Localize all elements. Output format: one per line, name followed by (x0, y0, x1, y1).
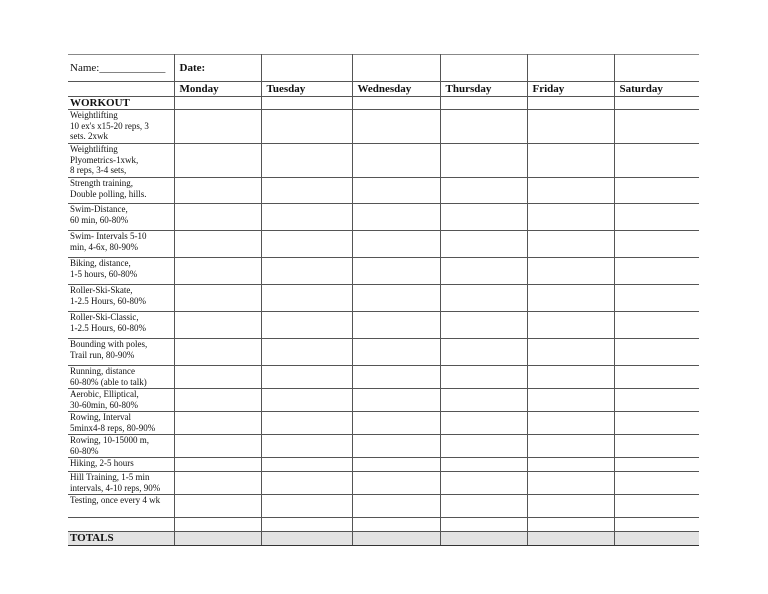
workout-label-line: 60-80% (able to talk) (70, 376, 147, 387)
workout-row (68, 258, 699, 285)
blank-cell (352, 97, 440, 110)
entry-cell-tuesday[interactable] (261, 285, 352, 312)
workout-row (68, 285, 699, 312)
workout-label-line: 1-2.5 Hours, 60-80% (70, 322, 146, 333)
entry-cell-thursday[interactable] (440, 258, 527, 285)
entry-cell-saturday[interactable] (614, 204, 699, 231)
workout-label (68, 204, 174, 231)
entry-cell-wednesday[interactable] (352, 258, 440, 285)
workout-label-line: Running, distance (70, 366, 135, 376)
workout-label (68, 412, 174, 435)
entry-cell-tuesday[interactable] (261, 178, 352, 204)
entry-cell-thursday[interactable] (440, 285, 527, 312)
name-field[interactable]: Name:____________ (68, 55, 174, 82)
workout-label-line: Roller-Ski-Classic, (70, 312, 139, 322)
workout-row (68, 366, 699, 389)
entry-cell-monday[interactable] (174, 495, 261, 518)
workout-label (68, 231, 174, 258)
workout-label (68, 144, 174, 178)
entry-cell-monday[interactable] (174, 178, 261, 204)
total-cell-wednesday[interactable] (352, 532, 440, 546)
blank-cell[interactable] (352, 518, 440, 532)
training-log-table (68, 54, 699, 546)
workout-label-line: Weightlifting (70, 110, 118, 120)
entry-cell-tuesday[interactable] (261, 204, 352, 231)
entry-cell-wednesday[interactable] (352, 339, 440, 366)
day-header-monday: Monday (174, 82, 261, 97)
blank-cell[interactable] (261, 518, 352, 532)
entry-cell-saturday[interactable] (614, 258, 699, 285)
entry-cell-tuesday[interactable] (261, 389, 352, 412)
entry-cell-thursday[interactable] (440, 144, 527, 178)
blank-cell (527, 55, 614, 82)
workout-label (68, 435, 174, 458)
workout-label (68, 472, 174, 495)
day-header-wednesday: Wednesday (352, 82, 440, 97)
entry-cell-wednesday[interactable] (352, 472, 440, 495)
total-cell-friday[interactable] (527, 532, 614, 546)
entry-cell-friday[interactable] (527, 435, 614, 458)
entry-cell-thursday[interactable] (440, 366, 527, 389)
workout-label-line: Weightlifting (70, 144, 118, 154)
entry-cell-tuesday[interactable] (261, 495, 352, 518)
workout-row (68, 178, 699, 204)
entry-cell-wednesday[interactable] (352, 204, 440, 231)
workout-label (68, 258, 174, 285)
name-date-row (68, 55, 699, 82)
entry-cell-wednesday[interactable] (352, 312, 440, 339)
entry-cell-friday[interactable] (527, 458, 614, 472)
workout-row (68, 495, 699, 518)
entry-cell-wednesday[interactable] (352, 412, 440, 435)
workout-label-line: Bounding with poles, (70, 339, 148, 349)
blank-cell (614, 97, 699, 110)
entry-cell-monday[interactable] (174, 110, 261, 144)
workout-row (68, 472, 699, 495)
entry-cell-friday[interactable] (527, 110, 614, 144)
workout-label-line: Trail run, 80-90% (70, 349, 135, 360)
entry-cell-monday[interactable] (174, 312, 261, 339)
totals-label: TOTALS (68, 532, 174, 546)
entry-cell-saturday[interactable] (614, 339, 699, 366)
workout-label (68, 458, 174, 472)
workout-label (68, 366, 174, 389)
workout-label-line: 60 min, 60-80% (70, 214, 129, 225)
day-header-thursday: Thursday (440, 82, 527, 97)
entry-cell-saturday[interactable] (614, 231, 699, 258)
entry-cell-thursday[interactable] (440, 495, 527, 518)
entry-cell-wednesday[interactable] (352, 458, 440, 472)
entry-cell-friday[interactable] (527, 312, 614, 339)
workout-label-line: Biking, distance, (70, 258, 131, 268)
entry-cell-tuesday[interactable] (261, 458, 352, 472)
entry-cell-tuesday[interactable] (261, 312, 352, 339)
total-cell-thursday[interactable] (440, 532, 527, 546)
workout-row (68, 312, 699, 339)
entry-cell-thursday[interactable] (440, 312, 527, 339)
total-cell-saturday[interactable] (614, 532, 699, 546)
entry-cell-friday[interactable] (527, 389, 614, 412)
workout-label-line: Aerobic, Elliptical, (70, 389, 139, 399)
blank-cell (440, 55, 527, 82)
workout-row (68, 110, 699, 144)
blank-cell (261, 55, 352, 82)
entry-cell-monday[interactable] (174, 144, 261, 178)
workout-label-line: Rowing, 10-15000 m, (70, 435, 150, 445)
entry-cell-monday[interactable] (174, 412, 261, 435)
entry-cell-thursday[interactable] (440, 204, 527, 231)
entry-cell-thursday[interactable] (440, 389, 527, 412)
workout-label-line: 1-2.5 Hours, 60-80% (70, 295, 146, 306)
entry-cell-wednesday[interactable] (352, 231, 440, 258)
entry-cell-friday[interactable] (527, 258, 614, 285)
workout-label (68, 495, 174, 518)
workout-label-line: Hiking, 2-5 hours (70, 458, 134, 468)
workout-row (68, 204, 699, 231)
blank-cell (527, 97, 614, 110)
entry-cell-monday[interactable] (174, 389, 261, 412)
entry-cell-monday[interactable] (174, 458, 261, 472)
workout-label-line: Rowing, Interval (70, 412, 131, 422)
workout-label-line: intervals, 4-10 reps, 90% (70, 482, 161, 493)
workout-label-line: Swim-Distance, (70, 204, 128, 214)
entry-cell-saturday[interactable] (614, 495, 699, 518)
workout-label-line: Double polling, hills. (70, 188, 147, 199)
workout-label-line: sets. 2xwk (70, 131, 108, 141)
workout-label-line: Strength training, (70, 178, 133, 188)
workout-label-line: 1-5 hours, 60-80% (70, 268, 138, 279)
total-cell-monday[interactable] (174, 532, 261, 546)
entry-cell-monday[interactable] (174, 435, 261, 458)
entry-cell-wednesday[interactable] (352, 366, 440, 389)
workout-row (68, 458, 699, 472)
workout-label-line: 30-60min, 60-80% (70, 399, 138, 410)
entry-cell-friday[interactable] (527, 366, 614, 389)
entry-cell-friday[interactable] (527, 231, 614, 258)
entry-cell-thursday[interactable] (440, 412, 527, 435)
day-header-row (68, 82, 699, 97)
entry-cell-saturday[interactable] (614, 412, 699, 435)
entry-cell-thursday[interactable] (440, 472, 527, 495)
workout-label (68, 285, 174, 312)
blank-cell[interactable] (440, 518, 527, 532)
entry-cell-saturday[interactable] (614, 389, 699, 412)
workout-label-line: Plyometrics-1xwk, (70, 154, 139, 165)
workout-row (68, 144, 699, 178)
workout-label (68, 339, 174, 366)
entry-cell-monday[interactable] (174, 204, 261, 231)
entry-cell-wednesday[interactable] (352, 435, 440, 458)
entry-cell-friday[interactable] (527, 412, 614, 435)
workout-row (68, 339, 699, 366)
entry-cell-wednesday[interactable] (352, 144, 440, 178)
entry-cell-saturday[interactable] (614, 458, 699, 472)
entry-cell-thursday[interactable] (440, 339, 527, 366)
workout-row (68, 435, 699, 458)
workout-row (68, 389, 699, 412)
day-header-saturday: Saturday (614, 82, 699, 97)
entry-cell-saturday[interactable] (614, 472, 699, 495)
entry-cell-tuesday[interactable] (261, 339, 352, 366)
workout-row (68, 231, 699, 258)
workout-label (68, 110, 174, 144)
totals-row (68, 532, 699, 546)
blank-cell (614, 55, 699, 82)
entry-cell-saturday[interactable] (614, 435, 699, 458)
workout-heading: WORKOUT (68, 97, 174, 110)
entry-cell-monday[interactable] (174, 231, 261, 258)
entry-cell-friday[interactable] (527, 144, 614, 178)
workout-label-line: Roller-Ski-Skate, (70, 285, 133, 295)
workout-label-line: Swim- Intervals 5-10 (70, 231, 147, 241)
entry-cell-tuesday[interactable] (261, 231, 352, 258)
blank-cell[interactable] (527, 518, 614, 532)
entry-cell-wednesday[interactable] (352, 285, 440, 312)
entry-cell-tuesday[interactable] (261, 435, 352, 458)
workout-label-line: 60-80% (70, 445, 99, 456)
workout-label (68, 312, 174, 339)
workout-label (68, 178, 174, 204)
entry-cell-friday[interactable] (527, 285, 614, 312)
spacer-row (68, 518, 699, 532)
entry-cell-tuesday[interactable] (261, 472, 352, 495)
entry-cell-wednesday[interactable] (352, 110, 440, 144)
entry-cell-friday[interactable] (527, 339, 614, 366)
workout-heading-row (68, 97, 699, 110)
entry-cell-wednesday[interactable] (352, 495, 440, 518)
entry-cell-friday[interactable] (527, 204, 614, 231)
entry-cell-thursday[interactable] (440, 110, 527, 144)
entry-cell-monday[interactable] (174, 366, 261, 389)
workout-label-line: Testing, once every 4 wk (70, 495, 161, 505)
blank-cell (440, 97, 527, 110)
blank-cell (68, 518, 174, 532)
entry-cell-friday[interactable] (527, 495, 614, 518)
blank-cell (352, 55, 440, 82)
entry-cell-saturday[interactable] (614, 144, 699, 178)
entry-cell-thursday[interactable] (440, 435, 527, 458)
workout-label-line: Hill Training, 1-5 min (70, 472, 150, 482)
workout-label-line: 8 reps, 3-4 sets, (70, 165, 127, 175)
entry-cell-tuesday[interactable] (261, 366, 352, 389)
blank-cell (261, 97, 352, 110)
entry-cell-tuesday[interactable] (261, 110, 352, 144)
entry-cell-monday[interactable] (174, 472, 261, 495)
blank-cell (174, 97, 261, 110)
blank-cell[interactable] (614, 518, 699, 532)
corner-cell (68, 82, 174, 97)
total-cell-tuesday[interactable] (261, 532, 352, 546)
workout-label-line: min, 4-6x, 80-90% (70, 241, 138, 252)
workout-label (68, 389, 174, 412)
entry-cell-wednesday[interactable] (352, 389, 440, 412)
day-header-friday: Friday (527, 82, 614, 97)
entry-cell-saturday[interactable] (614, 110, 699, 144)
entry-cell-monday[interactable] (174, 258, 261, 285)
entry-cell-saturday[interactable] (614, 178, 699, 204)
blank-cell[interactable] (174, 518, 261, 532)
workout-row (68, 412, 699, 435)
entry-cell-tuesday[interactable] (261, 258, 352, 285)
entry-cell-friday[interactable] (527, 472, 614, 495)
entry-cell-thursday[interactable] (440, 231, 527, 258)
entry-cell-saturday[interactable] (614, 312, 699, 339)
entry-cell-tuesday[interactable] (261, 412, 352, 435)
date-field[interactable]: Date: (174, 55, 261, 82)
entry-cell-thursday[interactable] (440, 178, 527, 204)
entry-cell-monday[interactable] (174, 285, 261, 312)
entry-cell-saturday[interactable] (614, 366, 699, 389)
entry-cell-friday[interactable] (527, 178, 614, 204)
day-header-tuesday: Tuesday (261, 82, 352, 97)
entry-cell-thursday[interactable] (440, 458, 527, 472)
entry-cell-tuesday[interactable] (261, 144, 352, 178)
workout-label-line: 10 ex's x15-20 reps, 3 (70, 120, 149, 131)
workout-label-line: 5minx4-8 reps, 80-90% (70, 422, 156, 433)
entry-cell-monday[interactable] (174, 339, 261, 366)
entry-cell-saturday[interactable] (614, 285, 699, 312)
entry-cell-wednesday[interactable] (352, 178, 440, 204)
